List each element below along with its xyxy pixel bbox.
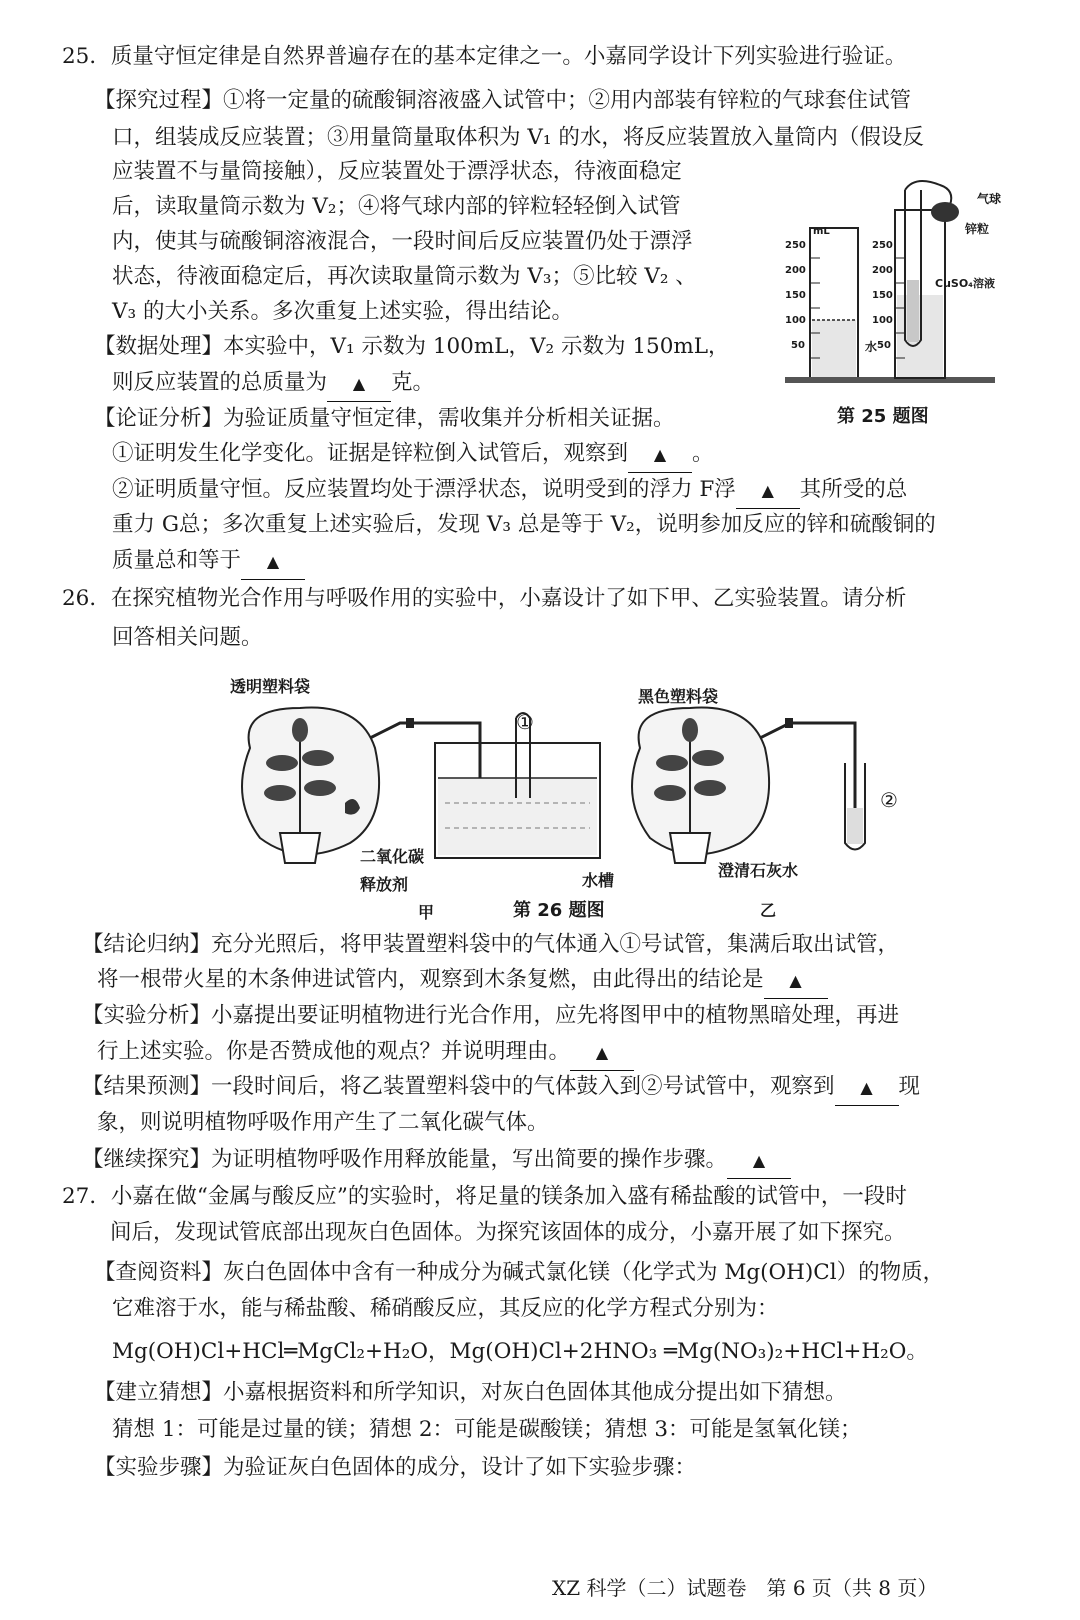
- q26-line-4-text: 将一根带火星的木条伸进试管内，观察到木条复燃，由此得出的结论是: [97, 967, 764, 992]
- q25-line-5: 后，读取量筒示数为 V₂；④将气球内部的锌粒轻轻倒入试管: [112, 194, 681, 219]
- q25-line-12-end: 。: [692, 441, 714, 466]
- q25-line-1: 25．质量守恒定律是自然界普遍存在的基本定律之一。小嘉同学设计下列实验进行验证。: [62, 44, 907, 69]
- label-water: 水: [865, 340, 878, 354]
- blank-triangle: ▲: [789, 971, 802, 990]
- q25-line-6: 内，使其与硫酸铜溶液混合，一段时间后反应装置仍处于漂浮: [112, 229, 693, 254]
- q25-line-12: [112, 437, 714, 473]
- label-cuso4: CuSO₄溶液: [935, 277, 995, 290]
- label-yi: 乙: [760, 901, 777, 920]
- q26-line-1: 26．在探究植物光合作用与呼吸作用的实验中，小嘉设计了如下甲、乙实验装置。请分析: [62, 586, 907, 611]
- q25-line-10: [112, 366, 434, 402]
- blank-triangle: ▲: [860, 1078, 873, 1097]
- q27-equations: Mg(OH)Cl+HCl═MgCl₂+H₂O，Mg(OH)Cl+2HNO₃ ═Mg(NO₃)₂+HCl+H₂O。: [112, 1339, 928, 1364]
- q26-line-9-text: 【继续探究】为证明植物呼吸作用释放能量，写出简要的操作步骤。: [82, 1147, 728, 1172]
- q26-line-3: 【结论归纳】充分光照后，将甲装置塑料袋中的气体通入①号试管，集满后取出试管，: [82, 932, 900, 957]
- answer-blank[interactable]: [835, 1070, 899, 1106]
- q27-line-1: 27．小嘉在做“金属与酸反应”的实验时，将足量的镁条加入盛有稀盐酸的试管中，一段时: [62, 1184, 907, 1209]
- q25-line-12-text: ①证明发生化学变化。证据是锌粒倒入试管后，观察到: [112, 441, 629, 466]
- label-jia: 甲: [418, 903, 435, 922]
- blank-triangle: ▲: [595, 1043, 609, 1062]
- q25-line-7: 状态，待液面稳定后，再次读取量筒示数为 V₃；⑤比较 V₂ 、: [112, 264, 697, 289]
- q25-line-9: 【数据处理】本实验中，V₁ 示数为 100mL，V₂ 示数为 150mL，: [94, 334, 730, 359]
- tick-150-right: 150: [872, 290, 893, 301]
- label-clear-bag: 透明塑料袋: [230, 677, 311, 696]
- q25-line-15-text: 质量总和等于: [112, 548, 242, 573]
- q26-line-9: [82, 1143, 791, 1179]
- blank-triangle: ▲: [352, 374, 366, 393]
- answer-blank[interactable]: [570, 1035, 634, 1071]
- tick-250: 250: [785, 240, 806, 251]
- figure-26: [220, 668, 1020, 928]
- q26-line-8: 象，则说明植物呼吸作用产生了二氧化碳气体。: [97, 1110, 549, 1135]
- q25-line-11: 【论证分析】为验证质量守恒定律，需收集并分析相关证据。: [94, 406, 675, 431]
- q27-line-8: 【实验步骤】为验证灰白色固体的成分，设计了如下实验步骤：: [94, 1455, 697, 1480]
- q25-line-15: [112, 544, 305, 580]
- label-co2-releaser-1: 二氧化碳: [360, 847, 425, 866]
- q27-line-7: 猜想 1：可能是过量的镁；猜想 2：可能是碳酸镁；猜想 3：可能是氢氧化镁；: [112, 1417, 862, 1442]
- answer-blank[interactable]: [764, 963, 828, 999]
- q25-line-10-text: 则反应装置的总质量为: [112, 370, 328, 395]
- figure-25-caption: 第 25 题图: [837, 406, 929, 427]
- q25-line-10-end: 克。: [391, 370, 435, 395]
- tick-100-right: 100: [872, 315, 893, 326]
- q25-line-14: 重力 G总；多次重复上述实验后，发现 V₃ 总是等于 V₂，说明参加反应的锌和硫酸铜的: [112, 512, 936, 537]
- q27-line-2: 间后，发现试管底部出现灰白色固体。为探究该固体的成分，小嘉开展了如下探究。: [110, 1220, 906, 1245]
- label-balloon: 气球: [977, 192, 1002, 206]
- photosynthesis-apparatus-drawing: [220, 668, 1020, 928]
- answer-blank[interactable]: [327, 366, 391, 402]
- q26-line-6-text: 行上述实验。你是否赞成他的观点？并说明理由。: [97, 1039, 571, 1064]
- blank-triangle: ▲: [266, 552, 280, 571]
- q25-line-13-text: ②证明质量守恒。反应装置均处于漂浮状态，说明受到的浮力 F浮: [112, 477, 736, 502]
- tick-200: 200: [785, 265, 806, 276]
- figure-25: [775, 170, 1005, 430]
- tick-200-right: 200: [872, 265, 893, 276]
- label-co2-releaser-2: 释放剂: [360, 875, 409, 894]
- answer-blank[interactable]: [736, 473, 800, 509]
- figure-26-caption: 第 26 题图: [513, 900, 605, 921]
- q25-line-3: 口，组装成反应装置；③用量筒量取体积为 V₁ 的水，将反应装置放入量筒内（假设反: [112, 125, 924, 150]
- marker-1: ①: [516, 710, 534, 734]
- blank-triangle: ▲: [752, 1151, 766, 1170]
- q25-line-13: [112, 473, 907, 509]
- label-zinc: 锌粒: [965, 222, 990, 236]
- blank-triangle: ▲: [653, 445, 667, 464]
- q25-line-13-end: 其所受的总: [799, 477, 908, 502]
- q26-line-7-end: 现: [898, 1074, 921, 1099]
- q26-line-5: 【实验分析】小嘉提出要证明植物进行光合作用，应先将图甲中的植物黑暗处理，再进: [82, 1003, 900, 1028]
- answer-blank[interactable]: [241, 544, 305, 580]
- q25-line-4: 应装置不与量筒接触），反应装置处于漂浮状态，待液面稳定: [112, 159, 682, 184]
- q27-line-3: 【查阅资料】灰白色固体中含有一种成分为碱式氯化镁（化学式为 Mg(OH)Cl）的物质，: [94, 1260, 945, 1285]
- q26-line-7: [82, 1070, 920, 1106]
- page-footer: XZ 科学（二）试题卷 第 6 页（共 8 页）: [552, 1576, 938, 1600]
- marker-2: ②: [880, 788, 898, 812]
- tick-50-right: 50: [877, 340, 891, 351]
- label-limewater: 澄清石灰水: [718, 861, 799, 880]
- q26-line-7-text: 【结果预测】一段时间后，将乙装置塑料袋中的气体鼓入到②号试管中，观察到: [82, 1074, 835, 1099]
- tick-50: 50: [791, 340, 805, 351]
- q25-line-8: V₃ 的大小关系。多次重复上述实验，得出结论。: [112, 299, 573, 324]
- q26-line-4: [97, 963, 828, 999]
- label-black-bag: 黑色塑料袋: [638, 687, 719, 706]
- q27-line-6: 【建立猜想】小嘉根据资料和所学知识，对灰白色固体其他成分提出如下猜想。: [94, 1380, 847, 1405]
- label-trough: 水槽: [582, 871, 615, 890]
- q26-line-6: [97, 1035, 634, 1071]
- tick-150: 150: [785, 290, 806, 301]
- tick-100: 100: [785, 315, 806, 326]
- label-ml: mL: [813, 226, 830, 237]
- blank-triangle: ▲: [761, 481, 774, 500]
- answer-blank[interactable]: [628, 437, 692, 473]
- tick-250-right: 250: [872, 240, 893, 251]
- answer-blank[interactable]: [727, 1143, 791, 1179]
- q27-line-4: 它难溶于水，能与稀盐酸、稀硝酸反应，其反应的化学方程式分别为：: [112, 1296, 779, 1321]
- q25-line-2: 【探究过程】①将一定量的硫酸铜溶液盛入试管中；②用内部装有锌粒的气球套住试管: [94, 88, 912, 113]
- q26-line-2: 回答相关问题。: [112, 625, 263, 650]
